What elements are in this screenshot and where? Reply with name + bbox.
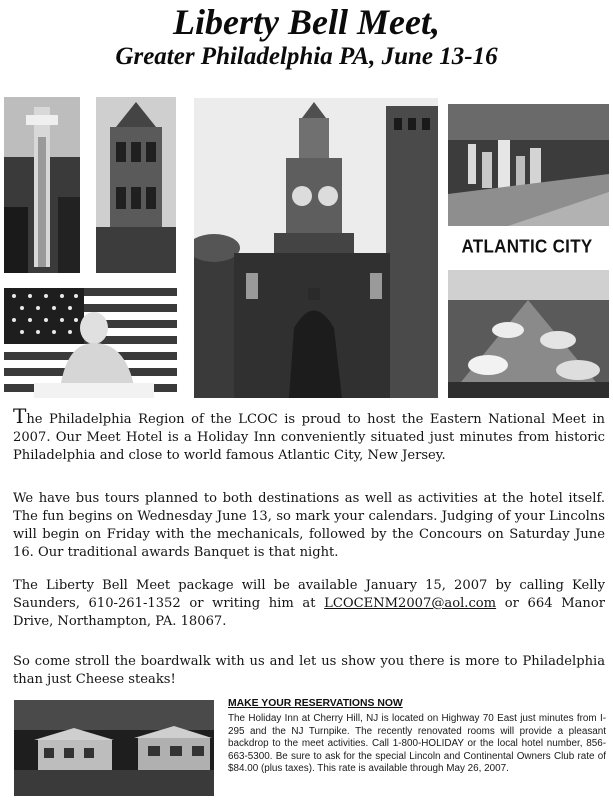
paragraph-intro: The Philadelphia Region of the LCOC is proud to host the Eastern National Meet in 2007. Our Meet Hotel is a Holiday Inn conveniently situated just minutes from historic Philadelphia and close to world famous Atlantic City, New Jersey. bbox=[13, 404, 605, 463]
page-title: Liberty Bell Meet, bbox=[173, 2, 440, 42]
paragraph-schedule: We have bus tours planned to both destinations as well as activities at the hotel itself. The fun begins on Wednesday June 13, so mark your calendars. Judging of your Lincolns will begin on Friday with the mechanicals, followed by the Concours on Saturday June 16. Our traditional awards Banquet is that night. bbox=[13, 491, 605, 560]
page-subtitle: Greater Philadelphia PA, June 13-16 bbox=[115, 43, 498, 70]
photo-holiday-inn-hotel bbox=[14, 700, 214, 796]
reservations-body: The Holiday Inn at Cherry Hill, NJ is located on Highway 70 East just minutes from I-295 and the NJ Turnpike. The recently renovated rooms will provide a pleasant backdrop to the meet activities. Call 1-800-HOLIDAY or the local hotel number, 856-663-5300. Be sure to ask for the special Lincoln and Continental Owners Club rate of $84.00 (plus taxes). This rate is available through May 26, 2007. bbox=[228, 713, 606, 774]
photo-city-hall-statue bbox=[4, 97, 80, 273]
photo-ornate-building bbox=[96, 97, 176, 273]
photo-boardwalk bbox=[448, 270, 609, 398]
photo-independence-hall-liberty-bell bbox=[194, 98, 438, 398]
atlantic-city-label: ATLANTIC CITY bbox=[461, 236, 593, 257]
paragraph-closing: So come stroll the boardwalk with us and let us show you there is more to Philadelphia than just Cheese steaks! bbox=[13, 654, 605, 687]
paragraph-package: The Liberty Bell Meet package will be available January 15, 2007 by calling Kelly Saunders, 610-261-1352 or writing him at LCOCENM2007@aol.com or 664 Manor Drive, Northampton, PA. 18067. bbox=[13, 578, 605, 629]
photo-flag-statue bbox=[4, 288, 177, 398]
photo-atlantic-city-aerial bbox=[448, 104, 609, 226]
reservations-heading: MAKE YOUR RESERVATIONS NOW bbox=[228, 698, 403, 709]
drop-cap: T bbox=[13, 404, 27, 428]
email-link[interactable]: LCOCENM2007@aol.com bbox=[324, 596, 497, 611]
